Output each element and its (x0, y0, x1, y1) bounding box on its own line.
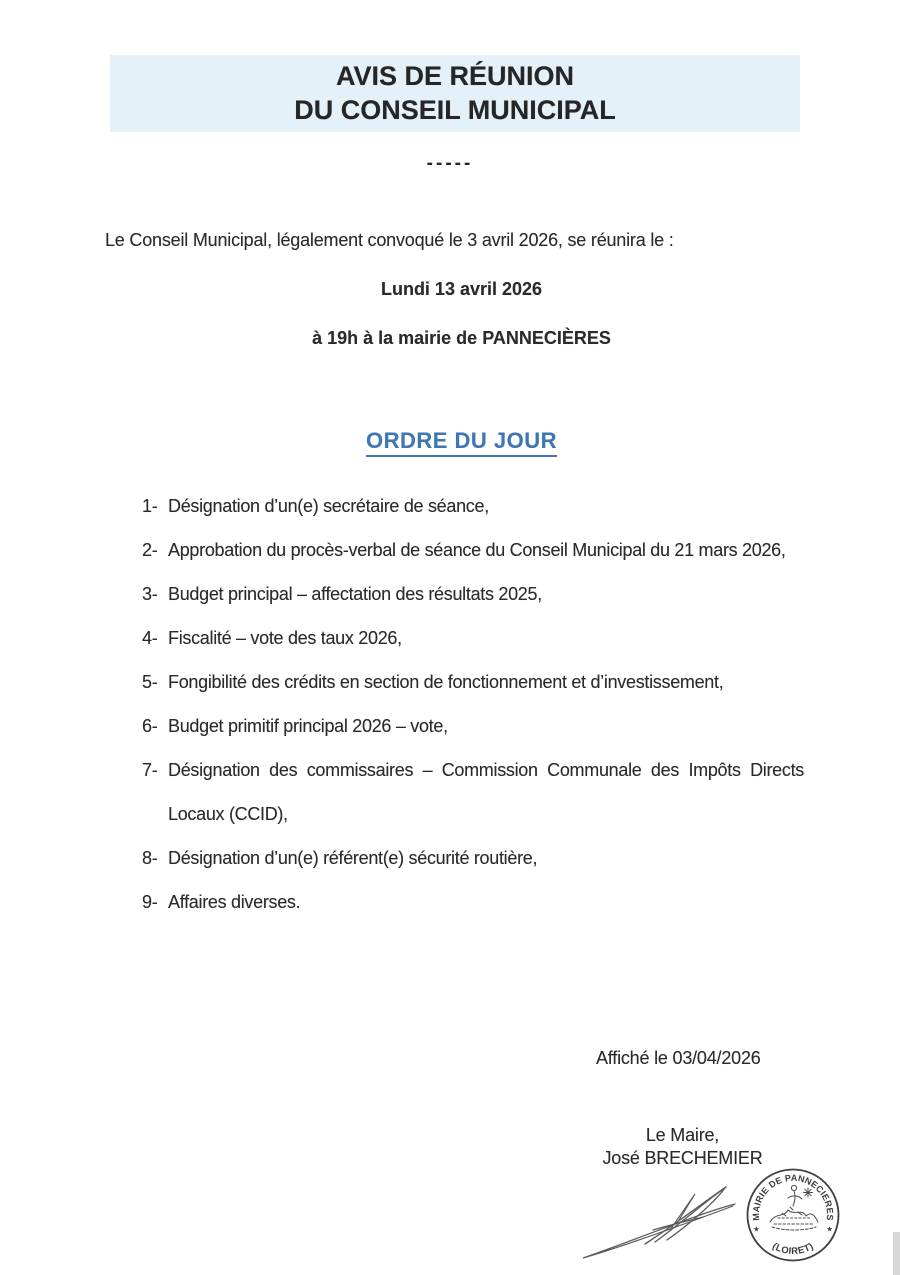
agenda-item-number: 7- (142, 760, 158, 780)
scan-artifact (893, 1232, 900, 1275)
signature-scribble (575, 1180, 745, 1268)
separator-dashes: ----- (426, 153, 474, 174)
title-line-1: AVIS DE RÉUNION (335, 61, 575, 91)
agenda-item-number: 3- (142, 584, 158, 604)
meeting-place: à 19h à la mairie de PANNECIÈRES (312, 328, 611, 348)
posted-date: Affiché le 03/04/2026 (596, 1048, 761, 1068)
agenda-item-number: 6- (142, 716, 158, 736)
agenda-item-number: 5- (142, 672, 158, 692)
agenda-item-6 (142, 704, 804, 748)
agenda-item-text: Désignation d’un(e) secrétaire de séance, (168, 496, 489, 516)
title-line-2: DU CONSEIL MUNICIPAL (294, 95, 616, 125)
agenda-item-text: Désignation d’un(e) référent(e) sécurité routière, (168, 848, 538, 868)
title-banner (110, 55, 800, 132)
agenda-list (142, 484, 804, 924)
stamp-text-top: MAIRIE DE PANNECIERES (750, 1172, 836, 1222)
stamp-text-bottom: (LOIRET) (770, 1240, 816, 1258)
agenda-item-7 (142, 748, 804, 836)
agenda-heading: ORDRE DU JOUR (366, 428, 557, 457)
convocation-text: Le Conseil Municipal, légalement convoqué le 3 avril 2026, se réunira le : (105, 230, 674, 250)
agenda-item-number: 9- (142, 892, 158, 912)
agenda-item-text: Approbation du procès-verbal de séance du Conseil Municipal du 21 mars 2026, (168, 540, 786, 560)
agenda-item-3 (142, 572, 804, 616)
agenda-item-8 (142, 836, 804, 880)
stamp-star-left-icon: ★ (753, 1224, 760, 1234)
agenda-heading-wrap (105, 428, 818, 457)
agenda-item-number: 2- (142, 540, 158, 560)
stamp-crest (770, 1185, 818, 1230)
agenda-item-text: Désignation des commissaires – Commission Communale des Impôts Directs Locaux (CCID), (168, 760, 804, 824)
agenda-item-text: Budget principal – affectation des résultats 2025, (168, 584, 542, 604)
agenda-item-4 (142, 616, 804, 660)
agenda-item-number: 4- (142, 628, 158, 648)
agenda-item-text: Budget primitif principal 2026 – vote, (168, 716, 448, 736)
agenda-item-text: Fiscalité – vote des taux 2026, (168, 628, 402, 648)
svg-text:(LOIRET) (770, 1241, 815, 1257)
agenda-item-2 (142, 528, 804, 572)
meeting-date: Lundi 13 avril 2026 (380, 279, 543, 299)
agenda-item-5 (142, 660, 804, 704)
agenda-item-number: 1- (142, 496, 158, 516)
municipal-stamp (744, 1166, 842, 1264)
stamp-star-right-icon: ★ (826, 1224, 833, 1234)
agenda-item-number: 8- (142, 848, 158, 868)
agenda-item-text: Fongibilité des crédits en section de fonctionnement et d’investissement, (168, 672, 724, 692)
signatory-name: José BRECHEMIER (602, 1148, 763, 1168)
agenda-item-1 (142, 484, 804, 528)
agenda-item-9 (142, 880, 804, 924)
agenda-item-text: Affaires diverses. (168, 892, 301, 912)
signatory-title: Le Maire, (645, 1125, 720, 1145)
signatory-block (565, 1124, 800, 1170)
